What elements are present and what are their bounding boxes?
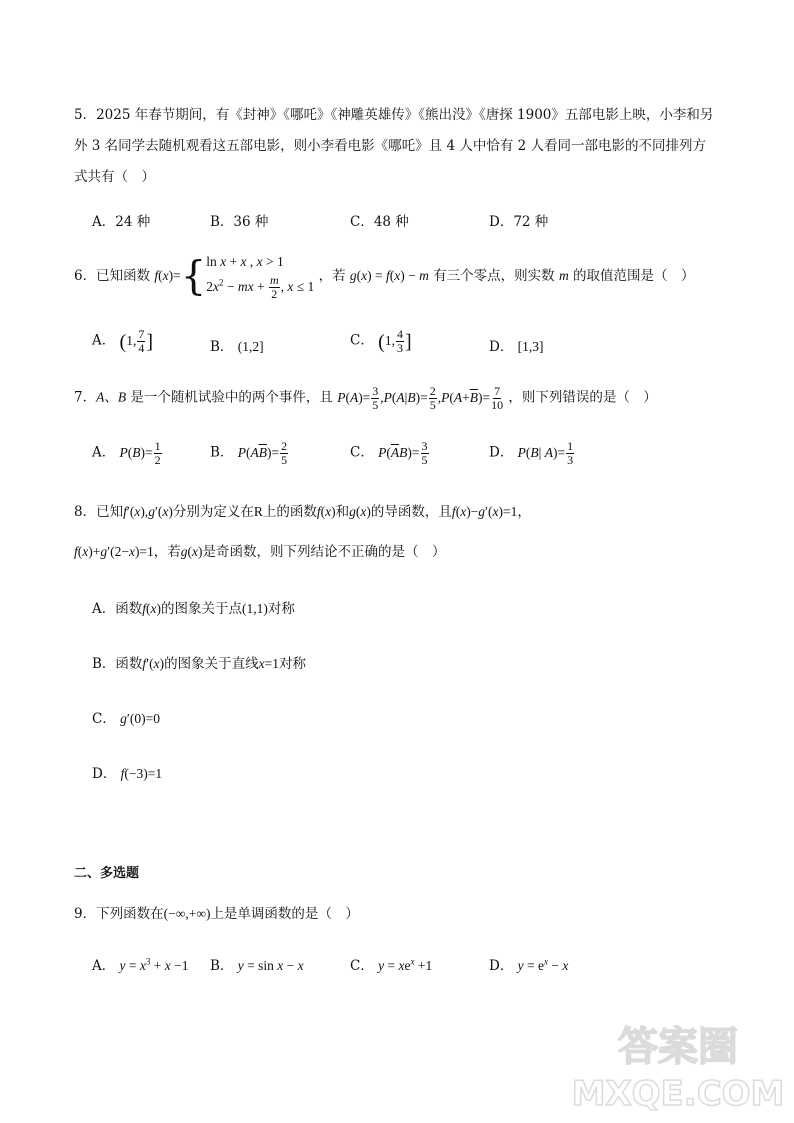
q8-line1: 8．已知f′(x),g′(x)分别为定义在R上的函数f(x)和g(x)的导函数，且f(x)−g′(x)=1， — [74, 504, 531, 520]
q8-line2: f(x)+g′(2−x)=1，若g(x)是奇函数，则下列结论不正确的是（ ） — [74, 544, 446, 560]
q9-option-d: D． $y = e^x - x$ — [489, 956, 569, 974]
q6-option-c: C． (1, $\frac{4}{3}$ ] — [350, 327, 412, 355]
q7-option-d: D． P(B| A)= $\frac{1}{3}$ — [489, 439, 574, 467]
q8-option-c: C． g′(0)=0 — [92, 711, 160, 727]
q5-line1: 5．2025 年春节期间，有《封神》《哪吒》《神雕英雄传》《熊出没》《唐探 1900》五部电影上映，小李和另 — [74, 107, 714, 123]
q6-g-def: g(x) = f(x) − m — [349, 267, 429, 283]
q6-end: 的取值范围是（ ） — [573, 267, 695, 284]
q7-text: 是一个随机试验中的两个事件，且 — [130, 389, 333, 406]
section-title-multiple-choice: 二、多选题 — [74, 866, 140, 881]
watermark-logo — [571, 1010, 785, 1115]
q6-stem — [74, 252, 695, 301]
q8-option-b: B．函数f′(x)的图象关于直线x=1对称 — [92, 656, 307, 672]
q6-m-var: m — [558, 267, 569, 283]
q6-mid: 有三个零点，则实数 — [433, 267, 555, 284]
q5-option-c: C．48 种 — [350, 214, 409, 230]
q9-option-c: C． $y = xe^x +1$ — [350, 956, 433, 974]
q6-option-a: A． (1, $\frac{7}{4}$ ] — [92, 327, 154, 355]
q6-prefix: 6．已知函数 — [74, 267, 151, 284]
q5-option-d: D．72 种 — [489, 214, 549, 230]
q5-option-a: A．24 种 — [92, 214, 151, 230]
q5-line3: 式共有（ ） — [74, 169, 155, 185]
q7-option-c: C． $P(\overline{A}B)=$ $\frac{3}{5}$ — [350, 439, 428, 467]
q5-line2: 外 3 名同学去随机观看这五部电影，则小李看电影《哪吒》且 4 人中恰有 2 人看同一部电影的不同排列方 — [74, 138, 707, 154]
watermark-text-en: MXQE.COM — [571, 1074, 785, 1114]
q7-prefix: 7． — [74, 389, 97, 406]
q6-option-b: B． (1,2] — [210, 339, 264, 355]
q7-conditions: P(A)= $\frac{3}{5}$ ,P(A|B)= $\frac{2}{5}$ $,P(A+\overline{B})=$ $\frac{7}{10}$ — [337, 384, 504, 412]
q7-option-b: B． $P(A\overline{B})=$ $\frac{2}{5}$ — [210, 439, 288, 467]
q8-option-d: D． f(−3)=1 — [92, 766, 163, 782]
q6-option-d: D． [1,3] — [489, 339, 544, 355]
q6-function: f(x)= — [154, 267, 181, 283]
q9-option-a: A． $y = x^3 + x -1$ — [92, 956, 189, 974]
q8-option-a: A．函数f(x)的图象关于点(1,1)对称 — [92, 601, 295, 617]
q6-brace: { — [180, 253, 207, 300]
q5-option-b: B．36 种 — [210, 214, 269, 230]
q7-stem: 7．A、B 是一个随机试验中的两个事件，且 P(A)= $\frac{3}{5}$ ,P(A|B)= $\frac{2}{5}$ $,P(A+\overline{B})=$ $\frac{7}{10}$ ，则下列错误的是（ ） — [74, 384, 657, 412]
q6-piecewise: ln x + x , x > 1 $2x^2$ − mx + $\frac{m}{2}$ , x ≤ 1 — [206, 254, 315, 301]
q7-end: ，则下列错误的是（ ） — [508, 389, 657, 406]
q7-option-a: A． P(B)= $\frac{1}{2}$ — [92, 439, 161, 467]
q9-option-b: B． y = sin x − x — [210, 958, 304, 974]
q6-suffix: ，若 — [318, 267, 346, 284]
q9-stem: 9．下列函数在(−∞,+∞)上是单调函数的是（ ） — [74, 906, 359, 922]
watermark-text-cn: 答案圈 — [618, 1024, 738, 1070]
